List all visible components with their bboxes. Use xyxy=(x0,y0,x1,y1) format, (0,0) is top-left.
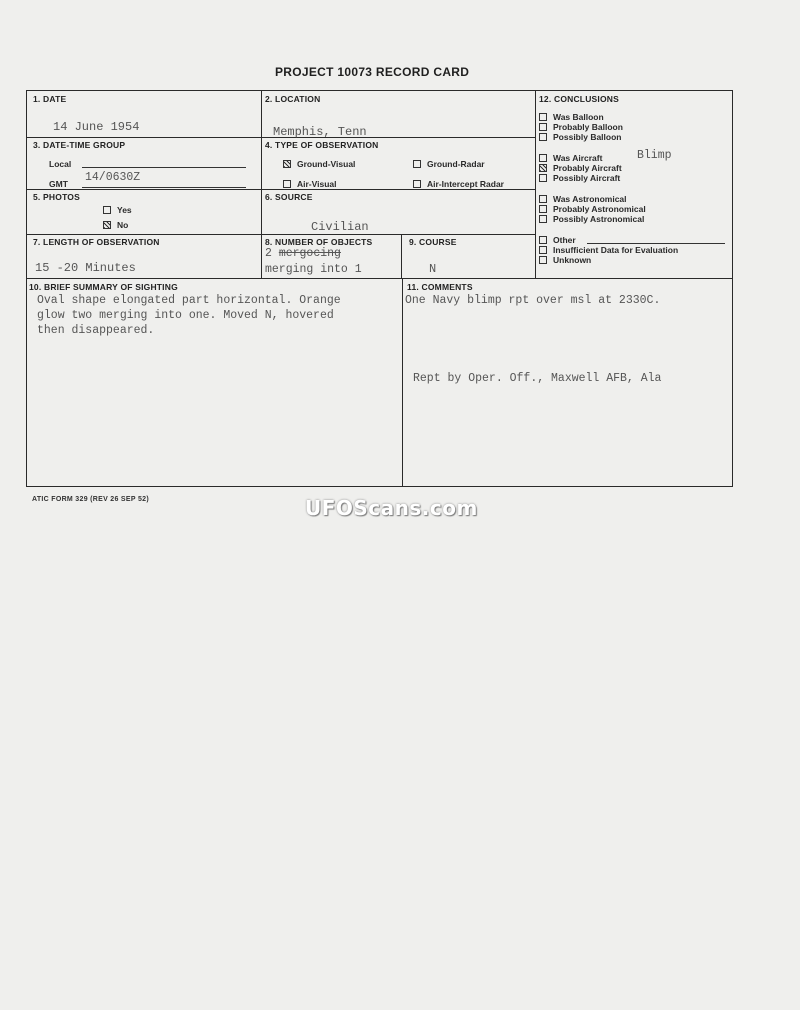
source-label: 6. SOURCE xyxy=(265,192,313,202)
brief-summary-line2: glow two merging into one. Moved N, hovered xyxy=(37,309,334,322)
comments-line2: Rept by Oper. Off., Maxwell AFB, Ala xyxy=(413,372,662,385)
checkbox-icon[interactable] xyxy=(539,205,547,213)
checkbox-checked-icon[interactable] xyxy=(539,164,547,172)
aircraft-note: Blimp xyxy=(637,149,672,162)
number-of-objects-strikeout: mergocing xyxy=(278,247,341,260)
option-air-visual[interactable]: Air-Visual xyxy=(283,179,337,189)
option-ground-radar[interactable]: Ground-Radar xyxy=(413,159,485,169)
conclusion-probably-aircraft[interactable]: Probably Aircraft xyxy=(539,163,622,173)
conclusion-was-astronomical[interactable]: Was Astronomical xyxy=(539,194,627,204)
other-underline xyxy=(587,243,725,244)
option-photos-no[interactable]: No xyxy=(103,220,128,230)
gmt-underline xyxy=(82,187,246,188)
location-value: Memphis, Tenn xyxy=(273,125,367,139)
course-value: N xyxy=(429,262,437,276)
checkbox-icon[interactable] xyxy=(283,180,291,188)
photos-label: 5. PHOTOS xyxy=(33,192,80,202)
length-of-observation-value: 15 -20 Minutes xyxy=(35,261,136,275)
checkbox-icon[interactable] xyxy=(539,215,547,223)
checkbox-icon[interactable] xyxy=(539,256,547,264)
divider-row3 xyxy=(27,234,535,235)
date-value: 14 June 1954 xyxy=(53,120,140,134)
local-underline xyxy=(82,167,246,168)
conclusion-probably-astronomical[interactable]: Probably Astronomical xyxy=(539,204,646,214)
conclusion-possibly-aircraft[interactable]: Possibly Aircraft xyxy=(539,173,620,183)
date-label: 1. DATE xyxy=(33,94,67,104)
checkbox-icon[interactable] xyxy=(103,206,111,214)
date-time-group-label: 3. DATE-TIME GROUP xyxy=(33,140,126,150)
conclusion-possibly-astronomical[interactable]: Possibly Astronomical xyxy=(539,214,644,224)
option-photos-yes[interactable]: Yes xyxy=(103,205,132,215)
comments-label: 11. COMMENTS xyxy=(407,282,473,292)
divider-row2 xyxy=(27,189,535,190)
divider-row4 xyxy=(27,278,733,279)
number-of-objects-label: 8. NUMBER OF OBJECTS xyxy=(265,237,373,247)
checkbox-icon[interactable] xyxy=(539,123,547,131)
checkbox-icon[interactable] xyxy=(539,236,547,244)
conclusion-unknown[interactable]: Unknown xyxy=(539,255,591,265)
checkbox-icon[interactable] xyxy=(539,133,547,141)
divider-top-center xyxy=(261,91,262,278)
divider-course xyxy=(401,234,402,278)
page-title: PROJECT 10073 RECORD CARD xyxy=(275,65,470,79)
checkbox-icon[interactable] xyxy=(539,174,547,182)
gmt-value: 14/0630Z xyxy=(85,171,141,184)
conclusion-possibly-balloon[interactable]: Possibly Balloon xyxy=(539,132,622,142)
number-of-objects-value-line1: 2 mergocing xyxy=(265,247,341,260)
gmt-label: GMT xyxy=(49,179,68,189)
course-label: 9. COURSE xyxy=(409,237,457,247)
option-ground-visual[interactable]: Ground-Visual xyxy=(283,159,355,169)
brief-summary-line1: Oval shape elongated part horizontal. Orange xyxy=(37,294,341,307)
watermark: UFOScans.com xyxy=(305,496,478,520)
checkbox-icon[interactable] xyxy=(539,195,547,203)
length-of-observation-label: 7. LENGTH OF OBSERVATION xyxy=(33,237,160,247)
checkbox-icon[interactable] xyxy=(539,154,547,162)
checkbox-icon[interactable] xyxy=(413,160,421,168)
brief-summary-line3: then disappeared. xyxy=(37,324,155,337)
checkbox-checked-icon[interactable] xyxy=(283,160,291,168)
conclusion-other[interactable]: Other xyxy=(539,235,576,245)
source-value: Civilian xyxy=(311,220,369,234)
conclusion-was-aircraft[interactable]: Was Aircraft xyxy=(539,153,602,163)
number-of-objects-value-line2: merging into 1 xyxy=(265,263,362,276)
local-label: Local xyxy=(49,159,72,169)
checkbox-icon[interactable] xyxy=(413,180,421,188)
record-card xyxy=(26,90,733,487)
form-footer: ATIC FORM 329 (REV 26 SEP 52) xyxy=(32,496,149,503)
brief-summary-label: 10. BRIEF SUMMARY OF SIGHTING xyxy=(29,282,178,292)
comments-line1: One Navy blimp rpt over msl at 2330C. xyxy=(405,294,661,307)
checkbox-icon[interactable] xyxy=(539,246,547,254)
conclusion-insufficient-data[interactable]: Insufficient Data for Evaluation xyxy=(539,245,678,255)
location-label: 2. LOCATION xyxy=(265,94,321,104)
option-air-intercept-radar[interactable]: Air-Intercept Radar xyxy=(413,179,504,189)
divider-bottom-center xyxy=(402,278,403,486)
checkbox-icon[interactable] xyxy=(539,113,547,121)
conclusion-was-balloon[interactable]: Was Balloon xyxy=(539,112,604,122)
checkbox-checked-icon[interactable] xyxy=(103,221,111,229)
type-of-observation-label: 4. TYPE OF OBSERVATION xyxy=(265,140,379,150)
conclusions-label: 12. CONCLUSIONS xyxy=(539,94,619,104)
conclusion-probably-balloon[interactable]: Probably Balloon xyxy=(539,122,623,132)
divider-conclusions xyxy=(535,91,536,278)
